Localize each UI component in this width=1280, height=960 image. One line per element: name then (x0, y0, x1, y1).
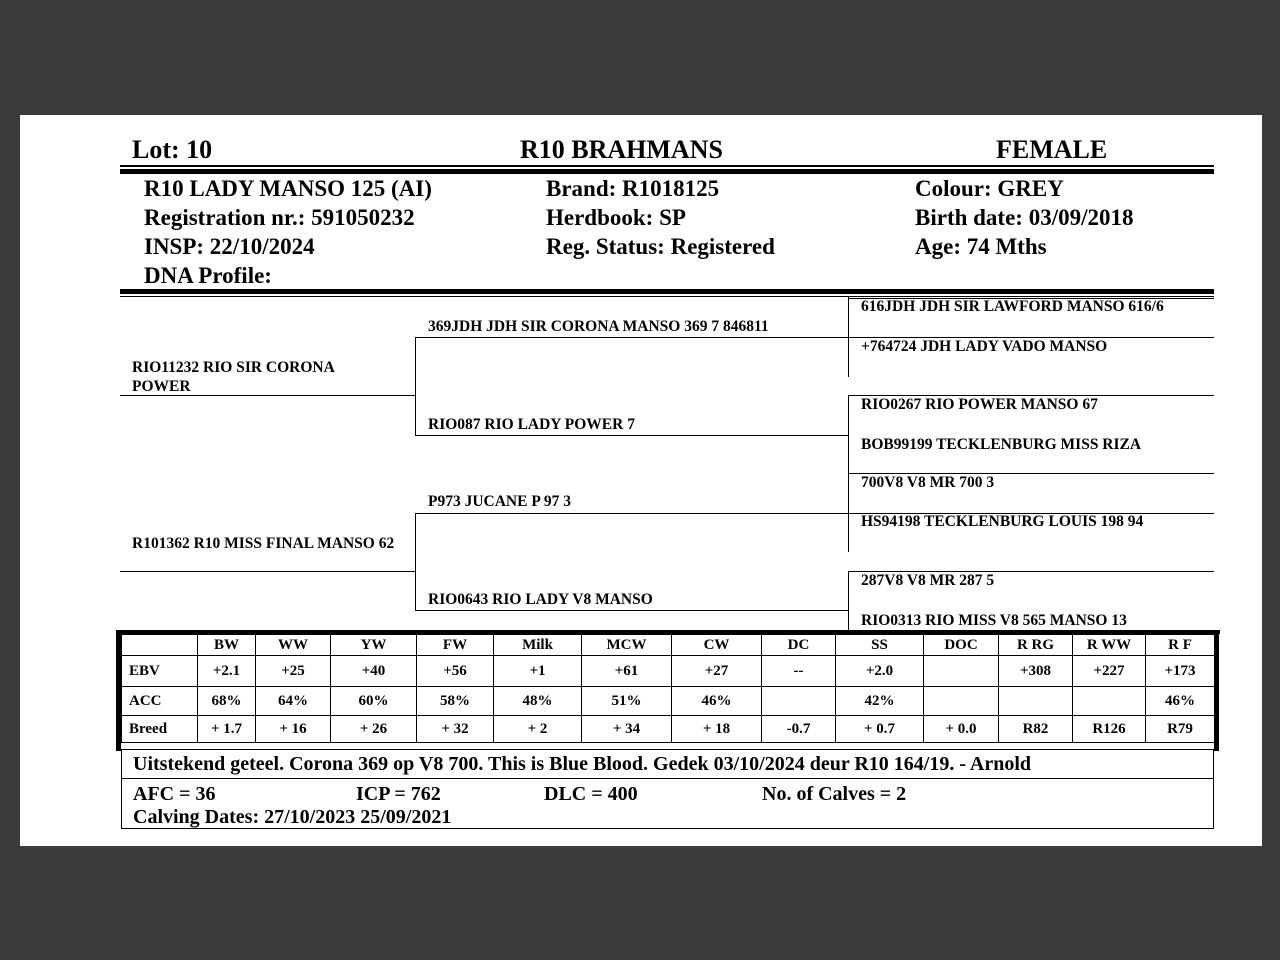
sd-dam-name: BOB99199 TECKLENBURG MISS RIZA (861, 436, 1142, 453)
lot-card (20, 115, 1262, 846)
col-header: CW (672, 635, 762, 656)
row-label-breed: Breed (122, 716, 198, 743)
info-rule-thin (120, 296, 1214, 297)
inspection-date: INSP: 22/10/2024 (144, 234, 315, 259)
acc-row (122, 687, 1215, 716)
acc-cell: 42% (836, 687, 924, 716)
sd-sire-name: RIO0267 RIO POWER MANSO 67 (861, 396, 1098, 413)
breed-cell: R126 (1073, 716, 1146, 743)
registration-number: Registration nr.: 591050232 (144, 205, 415, 230)
ebv-cell (924, 656, 999, 687)
col-header: Milk (494, 635, 582, 656)
row-label-acc: ACC (122, 687, 198, 716)
acc-cell: 64% (256, 687, 331, 716)
ebv-table (121, 634, 1215, 743)
dam-name: R101362 R10 MISS FINAL MANSO 62 (132, 535, 395, 552)
dd-dam-name: RIO0313 RIO MISS V8 565 MANSO 13 (861, 612, 1127, 629)
row-label-ebv: EBV (122, 656, 198, 687)
col-header: R F (1146, 635, 1215, 656)
acc-cell: 58% (417, 687, 494, 716)
breed-cell: + 1.7 (198, 716, 256, 743)
breed-cell: R79 (1146, 716, 1215, 743)
acc-cell: 48% (494, 687, 582, 716)
sire-name: RIO11232 RIO SIR CORONA POWER (132, 359, 334, 395)
col-header: MCW (582, 635, 672, 656)
breed-cell: + 16 (256, 716, 331, 743)
col-header: FW (417, 635, 494, 656)
breed-cell: + 2 (494, 716, 582, 743)
ebv-cell: +308 (999, 656, 1073, 687)
breed-cell: + 32 (417, 716, 494, 743)
herdbook: Herdbook: SP (546, 205, 686, 230)
dam-bracket (415, 513, 416, 610)
col-header: DOC (924, 635, 999, 656)
acc-cell: 68% (198, 687, 256, 716)
sire-sire-name: 369JDH JDH SIR CORONA MANSO 369 7 846811 (428, 318, 769, 335)
ds-sire-name: 700V8 V8 MR 700 3 (861, 474, 995, 491)
birth-date: Birth date: 03/09/2018 (915, 205, 1134, 230)
acc-cell: 46% (672, 687, 762, 716)
ds-dam-name: HS94198 TECKLENBURG LOUIS 198 94 (861, 513, 1144, 530)
brand: Brand: R1018125 (546, 176, 720, 201)
ebv-cell: +2.0 (836, 656, 924, 687)
dam-sire-line (415, 513, 849, 514)
comment-text: Uitstekend geteel. Corona 369 op V8 700. This is Blue Blood. Gedek 03/10/2024 deur R10 164/19. - Arnold (133, 753, 1032, 775)
acc-cell: 60% (331, 687, 417, 716)
col-header: R WW (1073, 635, 1146, 656)
acc-cell: 46% (1146, 687, 1215, 716)
col-header: BW (198, 635, 256, 656)
animal-name: R10 LADY MANSO 125 (AI) (144, 176, 432, 201)
ebv-cell: +61 (582, 656, 672, 687)
acc-cell: 51% (582, 687, 672, 716)
col-header: WW (256, 635, 331, 656)
sire-bracket (415, 337, 416, 435)
number-of-calves: No. of Calves = 2 (762, 783, 907, 805)
ebv-cell: +40 (331, 656, 417, 687)
breed-cell: + 0.0 (924, 716, 999, 743)
afc: AFC = 36 (133, 783, 216, 805)
dam-line (120, 571, 416, 572)
ss-dam-name: +764724 JDH LADY VADO MANSO (861, 338, 1108, 355)
dna-profile: DNA Profile: (144, 263, 272, 288)
header-rule-thin (120, 165, 1214, 167)
dd-sire-name: 287V8 V8 MR 287 5 (861, 572, 995, 589)
col-header: DC (762, 635, 836, 656)
acc-cell (762, 687, 836, 716)
acc-cell (1073, 687, 1146, 716)
dd-bracket (848, 571, 849, 631)
acc-cell (924, 687, 999, 716)
ebv-header-row (122, 635, 1215, 656)
dam-dam-name: RIO0643 RIO LADY V8 MANSO (428, 591, 653, 608)
ebv-cell: +27 (672, 656, 762, 687)
sd-bracket (848, 395, 849, 474)
lot-number: Lot: 10 (132, 135, 213, 164)
sex-label: FEMALE (996, 135, 1108, 164)
ebv-cell: -- (762, 656, 836, 687)
ebv-cell: +25 (256, 656, 331, 687)
ebv-cell: +1 (494, 656, 582, 687)
dam-dam-line (415, 610, 849, 611)
dam-sire-name: P973 JUCANE P 97 3 (428, 493, 571, 510)
reg-status: Reg. Status: Registered (546, 234, 775, 259)
breed-cell: -0.7 (762, 716, 836, 743)
info-rule-thick (120, 289, 1214, 294)
breed-row (122, 716, 1215, 743)
sire-dam-line (415, 435, 849, 436)
age: Age: 74 Mths (915, 234, 1047, 259)
ebv-cell: +2.1 (198, 656, 256, 687)
dlc: DLC = 400 (544, 783, 638, 805)
sire-dam-name: RIO087 RIO LADY POWER 7 (428, 416, 635, 433)
breed-cell: + 0.7 (836, 716, 924, 743)
ebv-cell: +56 (417, 656, 494, 687)
col-header: R RG (999, 635, 1073, 656)
breed-cell: + 18 (672, 716, 762, 743)
ebv-cell: +173 (1146, 656, 1215, 687)
colour: Colour: GREY (915, 176, 1064, 201)
breed-cell: R82 (999, 716, 1073, 743)
ebv-row (122, 656, 1215, 687)
ss-sire-name: 616JDH JDH SIR LAWFORD MANSO 616/6 (861, 298, 1164, 315)
col-header (122, 635, 198, 656)
col-header: YW (331, 635, 417, 656)
icp: ICP = 762 (356, 783, 441, 805)
breed-cell: + 34 (582, 716, 672, 743)
acc-cell (999, 687, 1073, 716)
header-rule-thick (120, 169, 1214, 174)
col-header: SS (836, 635, 924, 656)
calving-box (121, 778, 1214, 829)
comment-box (121, 749, 1214, 779)
ebv-cell: +227 (1073, 656, 1146, 687)
sire-sire-line (415, 337, 849, 338)
breed-cell: + 26 (331, 716, 417, 743)
breeder-title: R10 BRAHMANS (520, 135, 723, 164)
calving-dates: Calving Dates: 27/10/2023 25/09/2021 (133, 806, 452, 828)
